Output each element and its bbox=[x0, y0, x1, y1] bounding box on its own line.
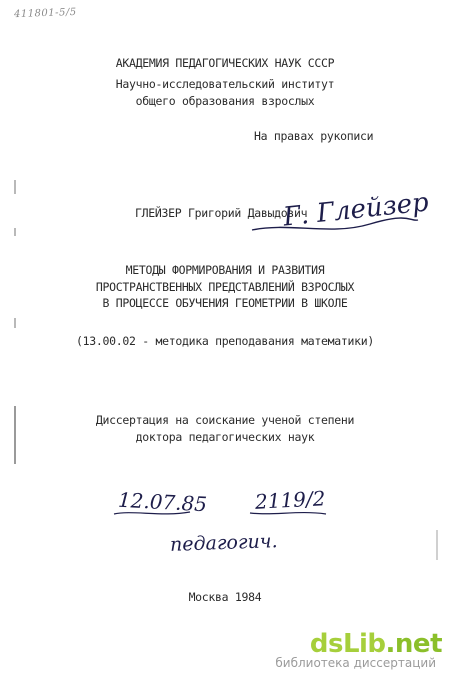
handwritten-number: 2119/2 bbox=[254, 486, 326, 514]
place-and-year: Москва 1984 bbox=[188, 590, 262, 604]
author-signature: Г. Глейзер bbox=[281, 187, 431, 233]
rights-note: На правах рукописи bbox=[254, 129, 374, 143]
dissertation-line2: доктора педагогических наук bbox=[135, 430, 315, 444]
academy-name: АКАДЕМИЯ ПЕДАГОГИЧЕСКИХ НАУК СССР bbox=[115, 56, 335, 70]
title-line3: В ПРОЦЕССЕ ОБУЧЕНИЯ ГЕОМЕТРИИ В ШКОЛЕ bbox=[102, 296, 348, 310]
dissertation-line1: Диссертация на соискание ученой степени bbox=[95, 413, 355, 427]
institute-name-line2: общего образования взрослых bbox=[135, 94, 315, 108]
author-name: ГЛЕЙЗЕР Григорий Давыдович bbox=[135, 206, 308, 220]
specialty-code: (13.00.02 - методика преподавания математики) bbox=[75, 334, 375, 348]
margin-mark bbox=[14, 180, 16, 194]
archive-stamp-number: 411801-5/5 bbox=[13, 6, 77, 21]
signature-underline bbox=[250, 216, 420, 240]
dslib-logo: dsLib.net bbox=[309, 629, 442, 659]
dslib-watermark bbox=[262, 629, 442, 670]
date-underline bbox=[112, 508, 192, 518]
margin-mark bbox=[14, 228, 16, 236]
handwritten-word: педагогич. bbox=[169, 530, 278, 556]
dslib-subtitle: библиотека диссертаций bbox=[275, 656, 436, 670]
number-underline bbox=[248, 508, 328, 518]
margin-mark bbox=[436, 530, 438, 560]
handwritten-date: 12.07.85 bbox=[117, 487, 208, 517]
institute-name-line1: Научно-исследовательский институт bbox=[115, 77, 335, 91]
margin-mark bbox=[14, 318, 16, 328]
title-line1: МЕТОДЫ ФОРМИРОВАНИЯ И РАЗВИТИЯ bbox=[125, 263, 325, 277]
title-line2: ПРОСТРАНСТВЕННЫХ ПРЕДСТАВЛЕНИЙ ВЗРОСЛЫХ bbox=[95, 280, 355, 294]
